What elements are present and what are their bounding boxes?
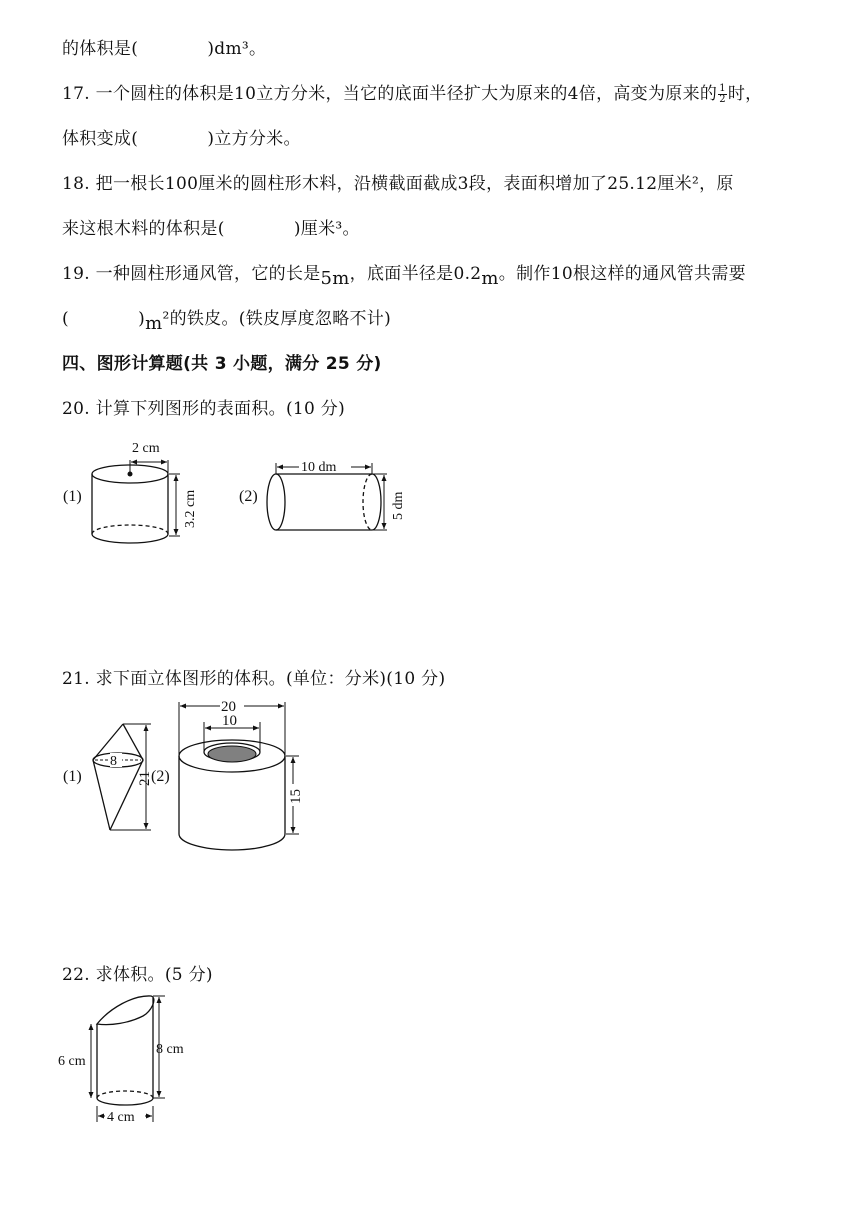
q19-text-d: ²的铁皮。(铁皮厚度忽略不计) <box>162 309 392 329</box>
fig20-label-2: (2) <box>239 488 258 505</box>
question-21: 21. 求下面立体图形的体积。(单位：分米)(10 分) <box>62 669 446 689</box>
q19-unit-m: m <box>145 313 163 334</box>
fig20-radius-label: 2 cm <box>132 441 160 456</box>
question-17-line2: 体积变成( )立方分米。 <box>62 129 301 149</box>
fraction-numerator: 1 <box>719 83 726 94</box>
q19-length: 5m <box>320 268 350 289</box>
question-20: 20. 计算下列图形的表面积。(10 分) <box>62 399 346 419</box>
double-cone <box>93 724 143 830</box>
q19-answer-blank: ( ) <box>62 309 146 329</box>
fig21-height: 15 <box>288 789 304 804</box>
figure-22 <box>55 990 215 1130</box>
q19-unit: m <box>481 268 499 289</box>
cylinder-2 <box>267 474 381 530</box>
q19-text-b: ，底面半径是0.2 <box>349 264 482 284</box>
fig20-diameter-label: 5 dm <box>391 491 406 520</box>
section-4-heading: 四、图形计算题(共 3 小题，满分 25 分) <box>62 354 382 374</box>
fig21-label-1: (1) <box>63 768 82 785</box>
fig22-short-height: 6 cm <box>58 1054 86 1069</box>
q19-text-a: 19. 一种圆柱形通风管，它的长是 <box>62 264 321 284</box>
fig20-height-label: 3.2 cm <box>183 489 198 528</box>
figure-21 <box>55 696 355 881</box>
q17-fraction <box>718 84 727 105</box>
q19-text-c: 。制作10根这样的通风管共需要 <box>498 264 746 284</box>
figure-20 <box>55 430 435 560</box>
fig21-inner-diameter: 10 <box>222 713 237 729</box>
q17-text-b: 时， <box>727 84 763 104</box>
slanted-cylinder <box>97 996 154 1105</box>
fig21-label-2: (2) <box>151 768 170 785</box>
fig21-outer-diameter: 20 <box>221 699 236 715</box>
fig22-long-height: 8 cm <box>156 1042 184 1057</box>
fig21-cone-diameter: 8 <box>110 754 117 769</box>
question-17-line1 <box>62 79 762 105</box>
q17-text-a: 17. 一个圆柱的体积是10立方分米，当它的底面半径扩大为原来的4倍，高变为原来的 <box>62 84 718 104</box>
question-19-line1 <box>62 259 746 289</box>
question-18-line2: 来这根木料的体积是( )厘米³。 <box>62 219 360 239</box>
fraction-denominator: 2 <box>719 94 726 105</box>
question-22: 22. 求体积。(5 分) <box>62 965 213 985</box>
fig20-length-label: 10 dm <box>301 460 337 475</box>
fig21-cone-height: 21 <box>137 771 153 786</box>
question-19-line2 <box>62 304 392 334</box>
q16-tail: 的体积是( )dm³。 <box>62 39 267 59</box>
fig22-diameter: 4 cm <box>107 1110 135 1125</box>
hollow-core <box>208 746 256 762</box>
fig20-label-1: (1) <box>63 488 82 505</box>
question-18-line1: 18. 把一根长100厘米的圆柱形木料，沿横截面截成3段，表面积增加了25.12厘米²，原 <box>62 174 734 194</box>
cylinder-1 <box>92 465 168 543</box>
